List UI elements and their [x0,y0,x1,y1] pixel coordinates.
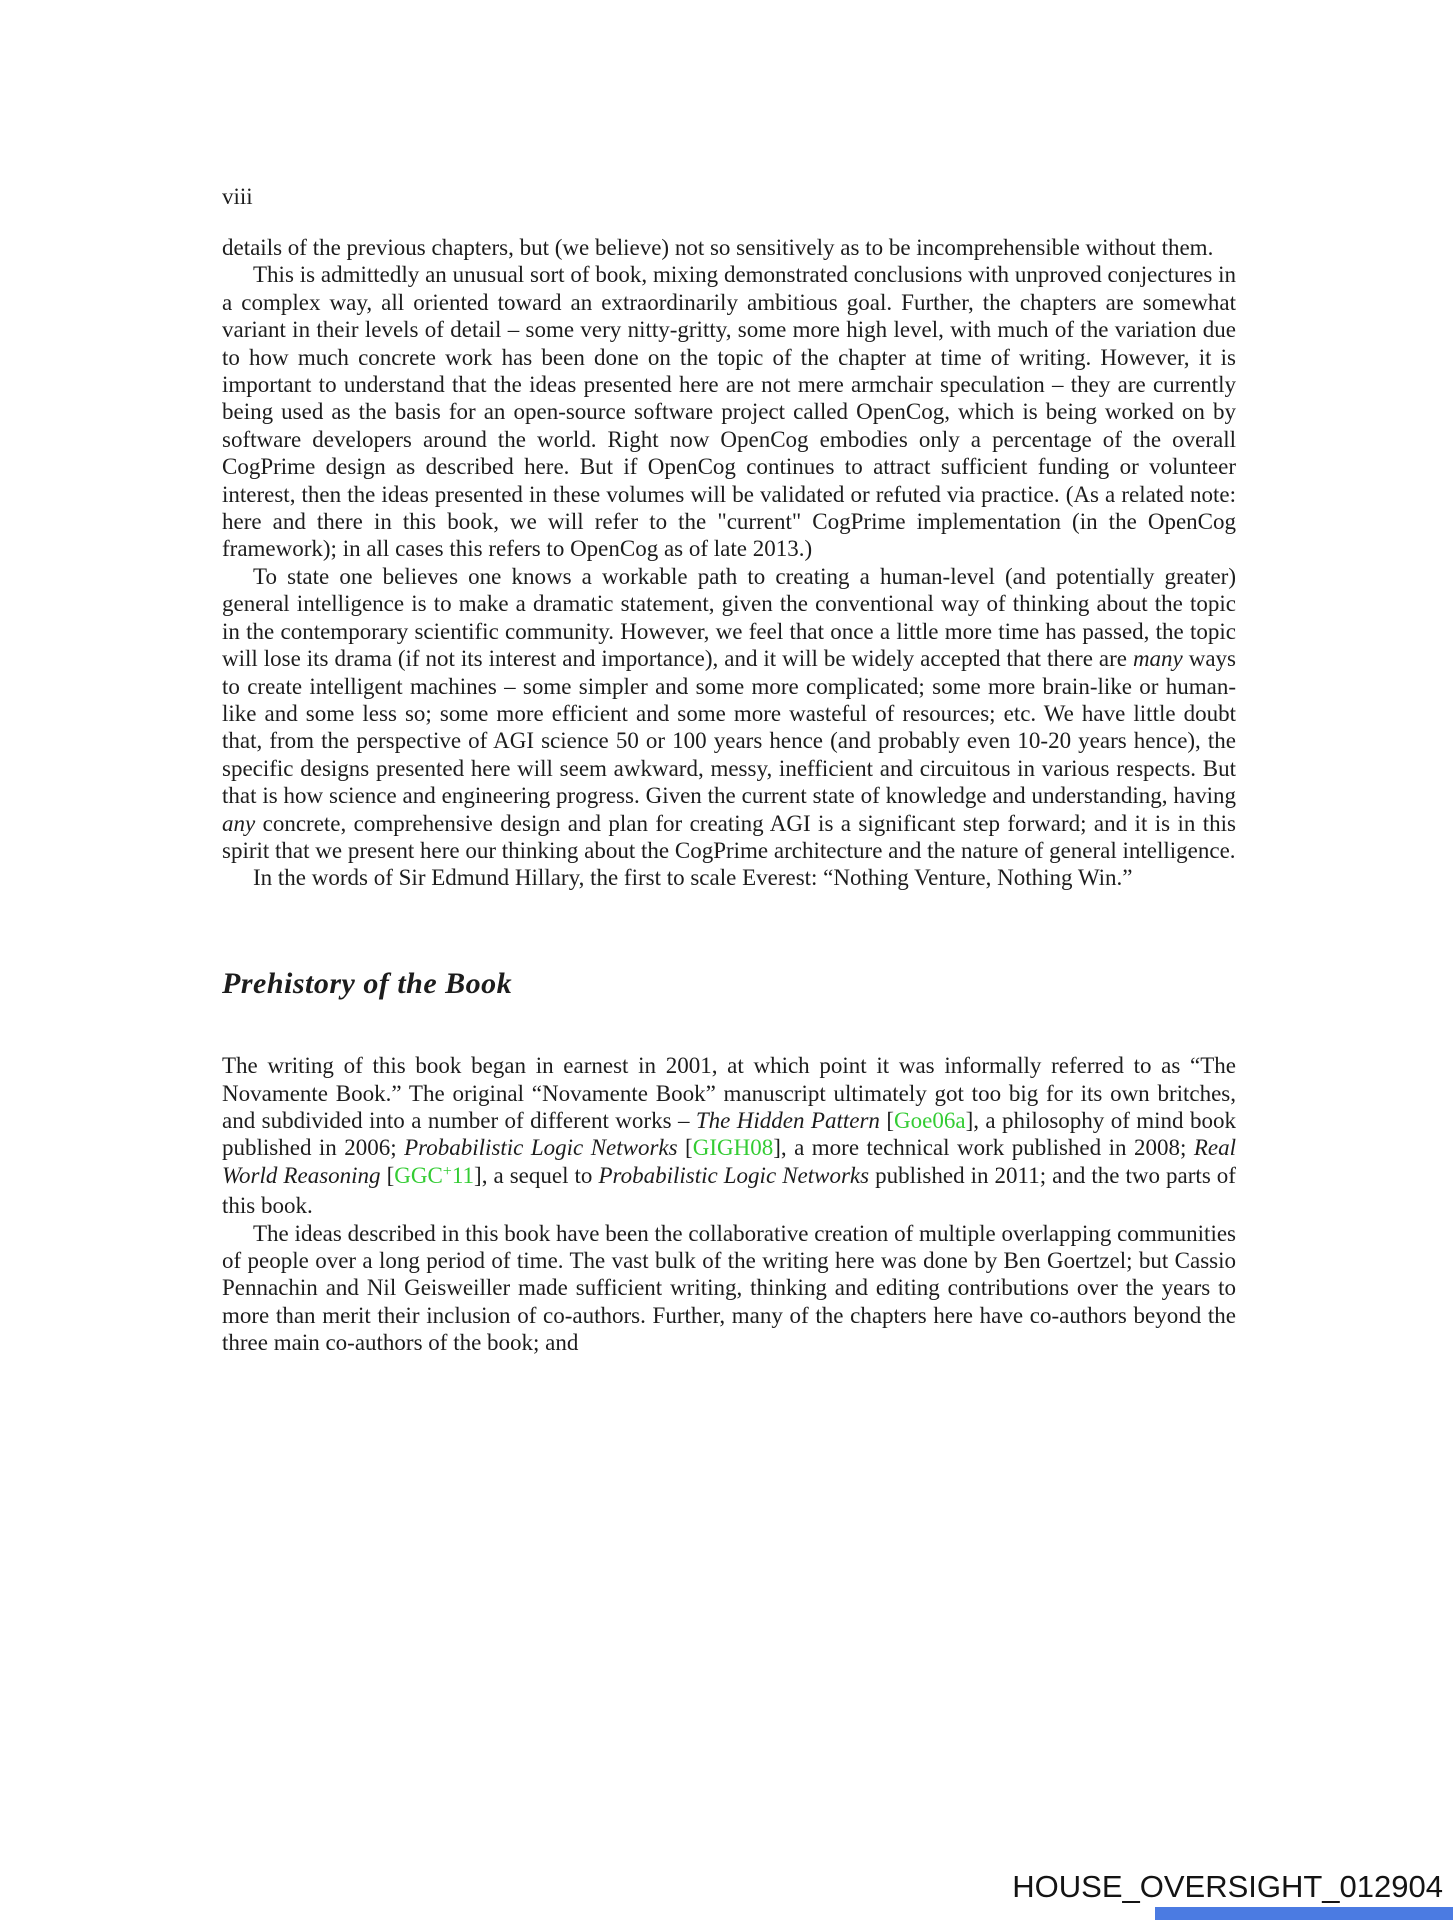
text-run: To state one believes one knows a workable path to creating a human-level (and potentially greater) general intelligence is to make a dramatic statement, given the conventional way of thinking about the topic in the contemporary scientific community. However, we feel that once a little more time has passed, the topic will lose its drama (if not its interest and importance), and it will be widely accepted that there are [222,563,1236,672]
text-run: [ [677,1135,693,1161]
italic-run: any [222,810,256,836]
text-run: ], a more technical work published in 2008; [773,1135,1194,1161]
prehistory-section [222,1052,1236,1356]
bates-stamp-watermark: HOUSE_OVERSIGHT_012904 [1012,1869,1443,1904]
text-run: The ideas described in this book have been the collaborative creation of multiple overlapping communities of people over a long period of time. The vast bulk of the writing here was done by Ben Goertzel; but Cassio Pennachin and Nil Geisweiller made sufficient writing, thinking and editing contributions over the years to more than merit their inclusion of co-authors. Further, many of the chapters here have co-authors beyond the three main co-authors of the book; and [222,1220,1236,1356]
italic-run: Real World Reasoning [222,1135,1236,1188]
paragraph [222,261,1236,562]
citation-link[interactable]: Goe06a [894,1107,966,1133]
citation-link[interactable]: GIGH08 [692,1135,774,1161]
citation-link[interactable]: 11 [451,1162,475,1188]
text-run: [ [879,1107,895,1133]
italic-run: many [1132,646,1183,672]
text-run: ways to create intelligent machines – some simpler and some more complicated; some more brain-like or human-like and some less so; some more efficient and some more wasteful of resources; etc. We have little doubt that, from the perspective of AGI science 50 or 100 years hence (and probably even 10-20 years hence), the specific designs presented here will seem awkward, messy, inefficient and circuitous in various respects. But that is how science and engineering progress. Given the current state of knowledge and understanding, having [222,646,1236,809]
section-heading: Prehistory of the Book [222,966,513,1000]
italic-run: The Hidden Pattern [695,1107,880,1133]
text-run: This is admittedly an unusual sort of book, mixing demonstrated conclusions with unproved conjectures in a complex way, all oriented toward an extraordinarily ambitious goal. Further, the chapters are somewhat variant in their levels of detail – some very nitty-gritty, some more high level, with much of the variation due to how much concrete work has been done on the topic of the chapter at time of writing. However, it is important to understand that the ideas presented here are not mere armchair speculation – they are currently being used as the basis for an open-source software project called OpenCog, which is being worked on by software developers around the world. Right now OpenCog embodies only a percentage of the overall CogPrime design as described here. But if OpenCog continues to attract sufficient funding or volunteer interest, then the ideas presented in these volumes will be validated or refuted via practice. (As a related note: here and there in this book, we will refer to the "current" CogPrime implementation (in the OpenCog framework); in all cases this refers to OpenCog as of late 2013.) [222,262,1236,562]
italic-run: Probabilistic Logic Networks [404,1135,678,1161]
citation-link[interactable]: + [442,1162,452,1180]
citation-link[interactable]: GGC [394,1162,443,1188]
text-run: ], a sequel to [474,1162,599,1188]
scan-artifact-bar [1155,1907,1453,1920]
page-number: viii [222,184,253,209]
text-run: published in 2011; and the two parts of this book. [222,1162,1236,1219]
text-block [222,234,1236,1357]
text-run: The writing of this book began in earnest in 2001, at which point it was informally referred to as “The Novamente Book.” The original “Novamente Book” manuscript ultimately got too big for its own britches, and subdivided into a number of different works – [222,1053,1236,1133]
paragraph [222,864,1236,891]
text-run: [ [380,1162,395,1188]
text-run: ], a philosophy of mind book published in 2006; [222,1107,1236,1161]
paragraph [222,1052,1236,1219]
text-run: details of the previous chapters, but (we believe) not so sensitively as to be incomprehensible without them. [222,235,1214,260]
paragraph [222,563,1236,864]
text-run: concrete, comprehensive design and plan for creating AGI is a significant step forward; and it is in this spirit that we present here our thinking about the CogPrime architecture and the nature of general intelligence. [222,810,1236,863]
text-run: In the words of Sir Edmund Hillary, the first to scale Everest: “Nothing Venture, Nothing Win.” [253,865,1133,891]
intro-section [222,234,1236,892]
paragraph [222,1220,1236,1357]
paragraph [222,234,1236,261]
italic-run: Probabilistic Logic Networks [598,1162,870,1188]
